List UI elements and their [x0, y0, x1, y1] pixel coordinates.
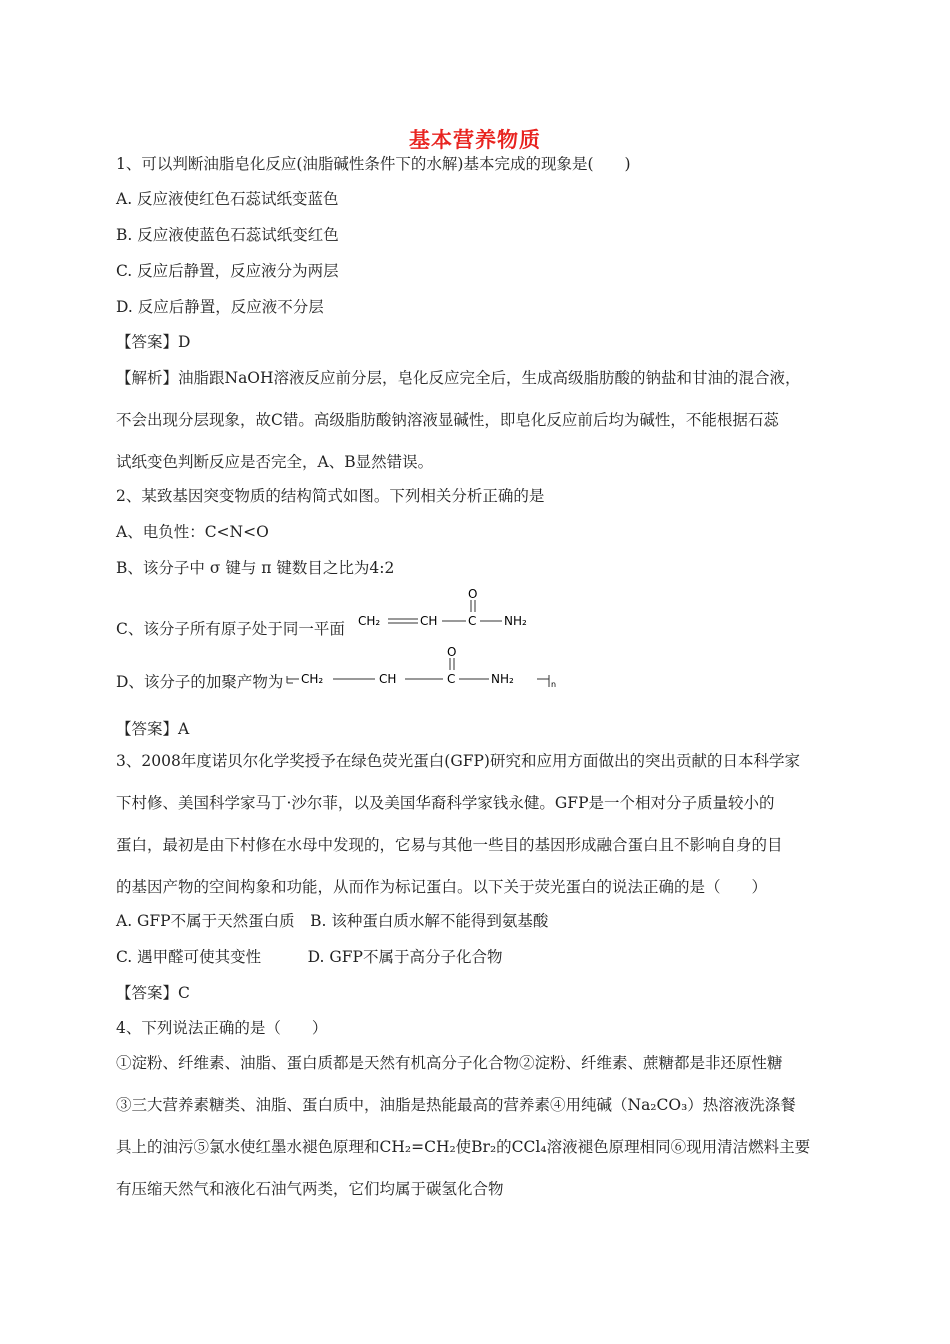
q1-answer: 【答案】D — [116, 333, 191, 351]
q3-options-row-2: C. 遇甲醛可使其变性 D. GFP不属于高分子化合物 — [116, 948, 503, 966]
q1-analysis-line-2: 不会出现分层现象，故C错。高级脂肪酸钠溶液显碱性，即皂化反应前后均为碱性，不能根据石蕊 — [116, 411, 779, 429]
q1-option-b: B. 反应液使蓝色石蕊试纸变红色 — [116, 226, 339, 244]
polyacrylamide-structure — [283, 645, 573, 695]
q1-stem: 1、可以判断油脂皂化反应(油脂碱性条件下的水解)基本完成的现象是( ) — [116, 155, 631, 173]
formula-d-subscript-n: n — [551, 680, 557, 689]
formula-c-carbon: C — [468, 614, 477, 628]
q2-option-a: A、电负性：C<N<O — [116, 523, 269, 541]
q2-option-b: B、该分子中 σ 键与 π 键数目之比为4:2 — [116, 559, 395, 577]
formula-c-ch: CH — [420, 614, 438, 628]
q2-answer: 【答案】A — [116, 720, 190, 738]
q3-answer: 【答案】C — [116, 984, 190, 1002]
q3-line-4: 的基因产物的空间构象和功能，从而作为标记蛋白。以下关于荧光蛋白的说法正确的是（ ） — [116, 878, 768, 896]
formula-c-nh2: NH₂ — [504, 614, 527, 628]
formula-d-carbon: C — [447, 672, 456, 686]
formula-d-nh2: NH₂ — [491, 672, 514, 686]
q1-option-d: D. 反应后静置，反应液不分层 — [116, 298, 324, 316]
q3-line-3: 蛋白，最初是由下村修在水母中发现的，它易与其他一些目的基因形成融合蛋白且不影响自身的目 — [116, 836, 783, 854]
formula-d-ch2: CH₂ — [301, 672, 324, 686]
q2-option-c: C、该分子所有原子处于同一平面 — [116, 620, 345, 638]
formula-c-ch2: CH₂ — [358, 614, 381, 628]
formula-d-ch: CH — [379, 672, 397, 686]
q4-line-3: 具上的油污⑤氯水使红墨水褪色原理和CH₂=CH₂使Br₂的CCl₄溶液褪色原理相同⑥现用清洁燃料主要 — [116, 1138, 811, 1156]
acrylamide-structure — [356, 588, 556, 638]
q4-stem: 4、下列说法正确的是（ ） — [116, 1019, 328, 1037]
page-title: 基本营养物质 — [409, 128, 541, 152]
q4-line-4: 有压缩天然气和液化石油气两类，它们均属于碳氢化合物 — [116, 1180, 504, 1198]
q1-analysis-line-3: 试纸变色判断反应是否完全，A、B显然错误。 — [116, 453, 434, 471]
q2-stem: 2、某致基因突变物质的结构简式如图。下列相关分析正确的是 — [116, 487, 545, 505]
q1-option-a: A. 反应液使红色石蕊试纸变蓝色 — [116, 190, 339, 208]
q4-line-1: ①淀粉、纤维素、油脂、蛋白质都是天然有机高分子化合物②淀粉、纤维素、蔗糖都是非还原性糖 — [116, 1054, 783, 1072]
q2-option-d: D、该分子的加聚产物为 — [116, 673, 284, 691]
q3-line-1: 3、2008年度诺贝尔化学奖授予在绿色荧光蛋白(GFP)研究和应用方面做出的突出贡献的日本科学家 — [116, 752, 800, 770]
q3-line-2: 下村修、美国科学家马丁·沙尔菲，以及美国华裔科学家钱永健。GFP是一个相对分子质量较小的 — [116, 794, 775, 812]
q4-line-2: ③三大营养素糖类、油脂、蛋白质中，油脂是热能最高的营养素④用纯碱（Na₂CO₃）热溶液洗涤餐 — [116, 1096, 796, 1114]
formula-c-oxygen: O — [468, 588, 478, 601]
q1-option-c: C. 反应后静置，反应液分为两层 — [116, 262, 339, 280]
q1-analysis-line-1: 【解析】油脂跟NaOH溶液反应前分层，皂化反应完全后，生成高级脂肪酸的钠盐和甘油的混合液， — [116, 369, 801, 387]
formula-d-oxygen: O — [447, 645, 457, 659]
q3-options-row-1: A. GFP不属于天然蛋白质 B. 该种蛋白质水解不能得到氨基酸 — [116, 912, 549, 930]
